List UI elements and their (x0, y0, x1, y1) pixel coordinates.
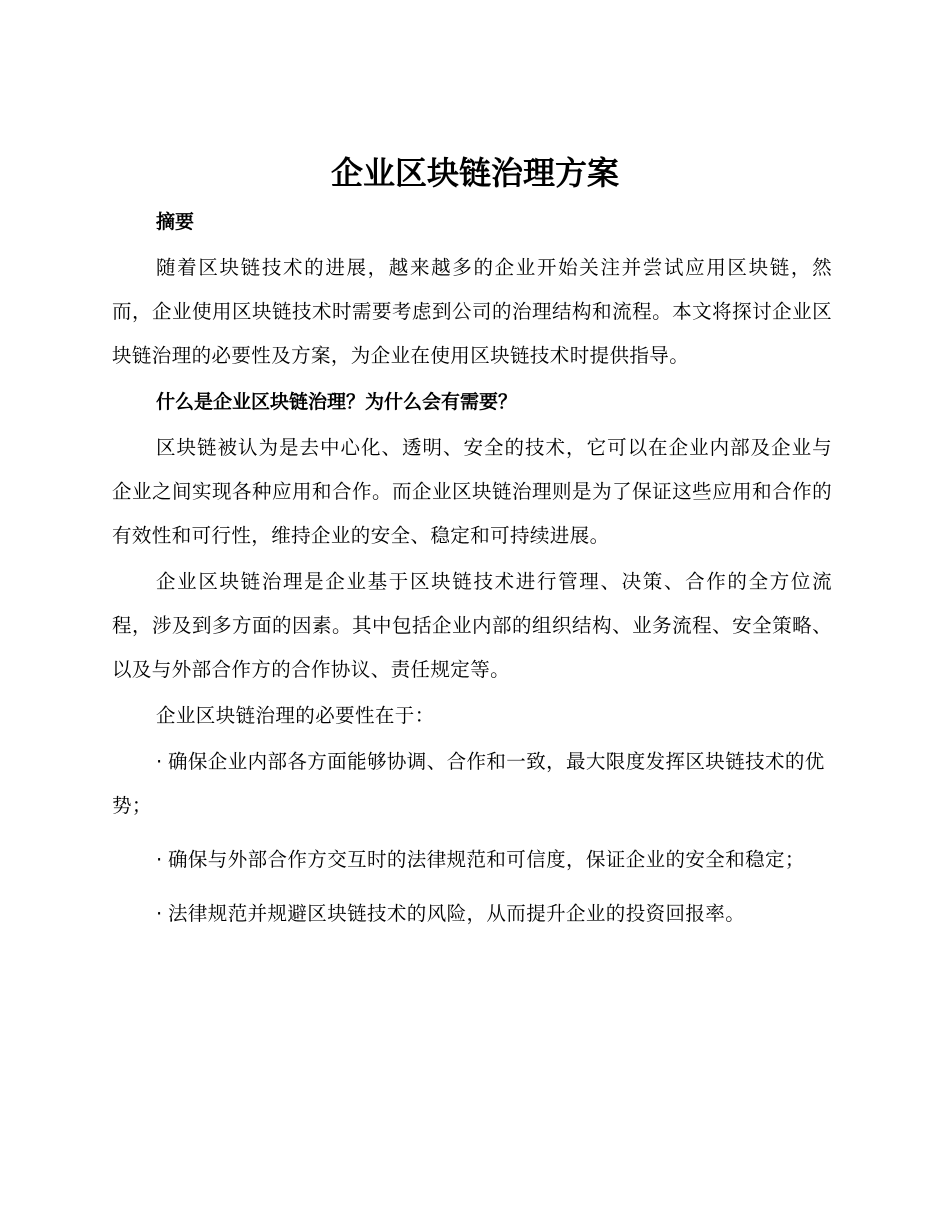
section-heading-what-is-governance: 什么是企业区块链治理？为什么会有需要？ (156, 391, 518, 413)
section-heading-abstract: 摘要 (156, 211, 195, 233)
body-paragraph: 企业区块链治理的必要性在于： (156, 704, 435, 727)
bullet-marker: · (156, 902, 163, 925)
bullet-marker: · (156, 848, 163, 871)
abstract-paragraph: 随着区块链技术的进展，越来越多的企业开始关注并尝试应用区块链，然而，企业使用区块链技术时需要考虑到公司的治理结构和流程。本文将探讨企业区块链治理的必要性及方案，为企业在使用区块链技术时提供指导。 (112, 256, 832, 367)
list-item-text: 确保与外部合作方交互时的法律规范和可信度，保证企业的安全和稳定； (168, 848, 805, 871)
list-item (112, 838, 832, 882)
document-title: 企业区块链治理方案 (330, 154, 619, 192)
list-item-text: 确保企业内部各方面能够协调、合作和一致，最大限度发挥区块链技术的优势； (112, 750, 825, 817)
document-body (112, 200, 832, 946)
body-paragraph: 企业区块链治理是企业基于区块链技术进行管理、决策、合作的全方位流程，涉及到多方面的因素。其中包括企业内部的组织结构、业务流程、安全策略、以及与外部合作方的合作协议、责任规定等。 (112, 570, 832, 681)
list-item (112, 740, 832, 828)
list-item (112, 892, 832, 936)
body-paragraph: 区块链被认为是去中心化、透明、安全的技术，它可以在企业内部及企业与企业之间实现各种应用和合作。而企业区块链治理则是为了保证这些应用和合作的有效性和可行性，维持企业的安全、稳定和可持续进展。 (112, 436, 832, 547)
bullet-marker: · (156, 750, 163, 773)
list-item-text: 法律规范并规避区块链技术的风险，从而提升企业的投资回报率。 (168, 902, 746, 925)
